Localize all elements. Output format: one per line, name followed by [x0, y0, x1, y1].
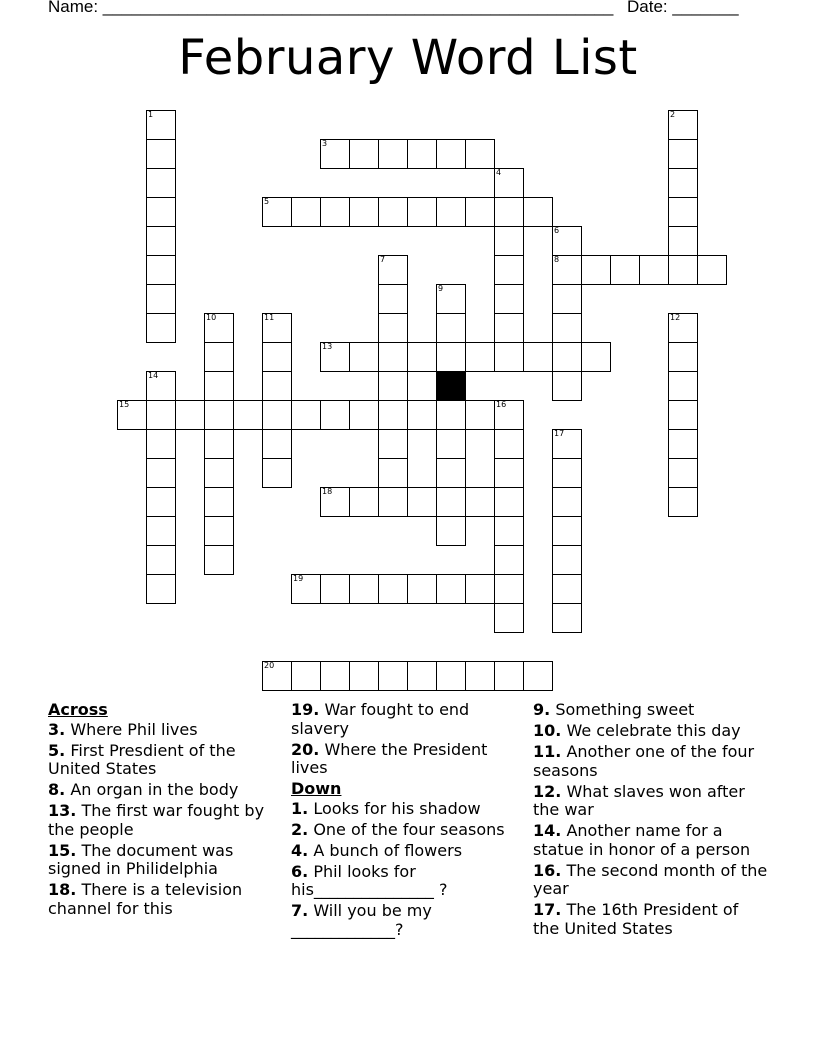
crossword-cell[interactable] [378, 313, 408, 343]
crossword-cell[interactable] [552, 284, 582, 314]
crossword-cell[interactable] [552, 371, 582, 401]
clue-number: 20. [291, 739, 320, 759]
crossword-cell[interactable] [349, 139, 379, 169]
crossword-cell[interactable] [552, 342, 582, 372]
crossword-cell[interactable] [320, 661, 350, 691]
crossword-cell[interactable] [378, 458, 408, 488]
clue-across-3 [48, 721, 278, 740]
clue-number: 3. [48, 719, 66, 739]
crossword-cell[interactable] [146, 458, 176, 488]
crossword-cell[interactable] [668, 429, 698, 459]
crossword-cell[interactable] [204, 313, 234, 343]
date-field-label: Date: _______ [627, 0, 739, 16]
crossword-cell[interactable] [552, 458, 582, 488]
clue-column-1 [48, 701, 278, 921]
crossword-cell[interactable] [436, 139, 466, 169]
clue-down-4 [291, 842, 516, 861]
crossword-cell[interactable] [262, 371, 292, 401]
crossword-cell[interactable] [378, 429, 408, 459]
crossword-cell[interactable] [407, 400, 437, 430]
crossword-cell[interactable] [204, 487, 234, 517]
crossword-cell[interactable] [668, 255, 698, 285]
clue-text: The 16th President of the United States [533, 900, 739, 938]
crossword-cell[interactable] [378, 139, 408, 169]
crossword-cell[interactable] [552, 226, 582, 256]
clue-across-20 [291, 741, 516, 778]
clue-text: Where Phil lives [70, 719, 198, 739]
clue-down-12 [533, 783, 768, 820]
crossword-cell[interactable] [668, 168, 698, 198]
crossword-cell[interactable] [436, 197, 466, 227]
crossword-cell[interactable] [291, 400, 321, 430]
clue-number: 1. [291, 798, 309, 818]
clue-text: The document was signed in Philidelphia [48, 840, 234, 878]
crossword-cell[interactable] [262, 400, 292, 430]
crossword-cell[interactable] [465, 574, 495, 604]
clue-number: 5. [48, 740, 66, 760]
cell-number: 16 [496, 400, 507, 409]
clue-down-11 [533, 743, 768, 780]
crossword-cell[interactable] [494, 429, 524, 459]
crossword-cell[interactable] [146, 226, 176, 256]
crossword-cell[interactable] [349, 661, 379, 691]
clue-text: A bunch of flowers [313, 840, 463, 860]
crossword-cell[interactable] [494, 603, 524, 633]
crossword-cell[interactable] [668, 197, 698, 227]
crossword-cell[interactable] [436, 516, 466, 546]
clue-number: 17. [533, 900, 562, 919]
clue-column-2 [291, 701, 516, 942]
crossword-cell[interactable] [407, 661, 437, 691]
crossword-cell[interactable] [146, 371, 176, 401]
crossword-cell[interactable] [262, 458, 292, 488]
crossword-cell[interactable] [204, 371, 234, 401]
crossword-cell[interactable] [320, 487, 350, 517]
crossword-cell[interactable] [117, 400, 147, 430]
crossword-cell[interactable] [552, 487, 582, 517]
crossword-cell[interactable] [146, 400, 176, 430]
cell-number: 8 [554, 255, 560, 264]
crossword-cell[interactable] [465, 487, 495, 517]
clue-number: 12. [533, 781, 562, 801]
crossword-cell[interactable] [436, 400, 466, 430]
crossword-cell[interactable] [581, 342, 611, 372]
crossword-cell[interactable] [146, 487, 176, 517]
crossword-cell[interactable] [668, 400, 698, 430]
crossword-cell[interactable] [552, 255, 582, 285]
crossword-cell[interactable] [146, 139, 176, 169]
clue-text: War fought to end slavery [291, 700, 470, 738]
across-heading: Across [48, 700, 108, 719]
clue-number: 13. [48, 801, 77, 820]
clue-text: Another name for a statue in honor of a person [533, 821, 751, 859]
crossword-cell[interactable] [436, 342, 466, 372]
clue-across-13 [48, 802, 278, 839]
crossword-cell[interactable] [204, 342, 234, 372]
cell-number: 3 [322, 139, 328, 148]
crossword-cell[interactable] [262, 661, 292, 691]
crossword-cell[interactable] [378, 284, 408, 314]
crossword-cell[interactable] [204, 516, 234, 546]
crossword-cell[interactable] [320, 574, 350, 604]
cell-number: 7 [380, 255, 386, 264]
crossword-cell[interactable] [204, 545, 234, 575]
crossword-cell[interactable] [378, 400, 408, 430]
clue-number: 8. [48, 780, 66, 799]
crossword-cell[interactable] [639, 255, 669, 285]
clue-down-7 [291, 902, 516, 939]
cell-number: 15 [119, 400, 130, 409]
clue-text: The second month of the year [533, 860, 768, 898]
cell-number: 6 [554, 226, 560, 235]
clue-column-3 [533, 701, 768, 941]
crossword-cell[interactable] [494, 255, 524, 285]
cell-number: 14 [148, 371, 159, 380]
crossword-cell[interactable] [146, 168, 176, 198]
crossword-cell[interactable] [146, 255, 176, 285]
clue-text: Will you be my _____________? [291, 901, 432, 939]
crossword-cell[interactable] [262, 313, 292, 343]
clue-number: 15. [48, 840, 77, 860]
crossword-cell[interactable] [204, 429, 234, 459]
clue-down-17 [533, 901, 768, 938]
clue-down-1 [291, 800, 516, 819]
crossword-cell[interactable] [668, 226, 698, 256]
crossword-cell[interactable] [494, 400, 524, 430]
crossword-cell[interactable] [552, 516, 582, 546]
crossword-cell[interactable] [465, 197, 495, 227]
crossword-cell[interactable] [378, 371, 408, 401]
cell-number: 20 [264, 661, 275, 670]
clue-across-8 [48, 781, 278, 800]
crossword-cell[interactable] [349, 487, 379, 517]
crossword-cell[interactable] [668, 342, 698, 372]
clue-number: 6. [291, 861, 309, 881]
clue-number: 14. [533, 821, 562, 840]
clue-number: 16. [533, 860, 562, 880]
crossword-cell[interactable] [494, 284, 524, 314]
crossword-cell[interactable] [262, 429, 292, 459]
crossword-cell[interactable] [349, 400, 379, 430]
page-title: February Word List [178, 30, 638, 86]
crossword-cell[interactable] [262, 197, 292, 227]
crossword-cell[interactable] [378, 342, 408, 372]
clue-down-16 [533, 862, 768, 899]
cell-number: 10 [206, 313, 217, 322]
crossword-cell[interactable] [407, 487, 437, 517]
clue-down-9 [533, 701, 768, 720]
clue-text: There is a television channel for this [48, 880, 243, 918]
cell-number: 18 [322, 487, 333, 496]
crossword-cell[interactable] [349, 197, 379, 227]
crossword-cell[interactable] [262, 342, 292, 372]
crossword-cell[interactable] [523, 661, 553, 691]
clue-text: One of the four seasons [313, 819, 505, 839]
clue-down-14 [533, 822, 768, 859]
clue-number: 7. [291, 901, 309, 920]
crossword-cell[interactable] [523, 197, 553, 227]
cell-number: 9 [438, 284, 444, 293]
crossword-cell[interactable] [494, 487, 524, 517]
crossword-cell[interactable] [320, 342, 350, 372]
crossword-cell[interactable] [668, 371, 698, 401]
crossword-cell[interactable] [668, 313, 698, 343]
down-heading: Down [291, 779, 342, 798]
clue-text: Phil looks for his_______________ ? [291, 861, 448, 899]
crossword-cell[interactable] [494, 661, 524, 691]
clue-text: An organ in the body [70, 780, 239, 799]
crossword-cell[interactable] [349, 342, 379, 372]
crossword-cell[interactable] [668, 110, 698, 140]
crossword-cell[interactable] [378, 197, 408, 227]
crossword-cell[interactable] [378, 574, 408, 604]
crossword-black-cell [436, 371, 466, 401]
crossword-cell[interactable] [668, 139, 698, 169]
clue-number: 18. [48, 880, 77, 899]
cell-number: 13 [322, 342, 333, 351]
crossword-cell[interactable] [697, 255, 727, 285]
crossword-cell[interactable] [146, 313, 176, 343]
crossword-cell[interactable] [494, 545, 524, 575]
crossword-cell[interactable] [349, 574, 379, 604]
crossword-cell[interactable] [436, 574, 466, 604]
crossword-cell[interactable] [146, 516, 176, 546]
cell-number: 19 [293, 574, 304, 583]
cell-number: 17 [554, 429, 565, 438]
crossword-cell[interactable] [668, 458, 698, 488]
crossword-cell[interactable] [204, 400, 234, 430]
cell-number: 5 [264, 197, 270, 206]
clue-text: Looks for his shadow [313, 798, 481, 818]
crossword-cell[interactable] [320, 400, 350, 430]
crossword-cell[interactable] [494, 574, 524, 604]
crossword-cell[interactable] [320, 197, 350, 227]
crossword-cell[interactable] [291, 574, 321, 604]
crossword-cell[interactable] [146, 429, 176, 459]
name-field-label: Name: ______________________________________________________ [48, 0, 614, 16]
crossword-cell[interactable] [436, 313, 466, 343]
cell-number: 2 [670, 110, 676, 119]
clue-number: 4. [291, 840, 309, 860]
crossword-cell[interactable] [407, 197, 437, 227]
clue-across-15 [48, 842, 278, 879]
crossword-cell[interactable] [146, 197, 176, 227]
clue-down-10 [533, 722, 768, 741]
clue-number: 11. [533, 742, 562, 761]
clue-number: 2. [291, 819, 309, 839]
crossword-cell[interactable] [465, 139, 495, 169]
crossword-cell[interactable] [407, 139, 437, 169]
crossword-cell[interactable] [465, 342, 495, 372]
crossword-cell[interactable] [523, 342, 553, 372]
crossword-cell[interactable] [552, 313, 582, 343]
crossword-cell[interactable] [494, 197, 524, 227]
crossword-cell[interactable] [378, 487, 408, 517]
crossword-cell[interactable] [552, 545, 582, 575]
crossword-cell[interactable] [146, 545, 176, 575]
cell-number: 4 [496, 168, 502, 177]
clue-text: Where the President lives [291, 739, 488, 777]
crossword-cell[interactable] [320, 139, 350, 169]
clue-down-6 [291, 863, 516, 900]
clue-across-19 [291, 701, 516, 738]
crossword-cell[interactable] [465, 400, 495, 430]
clue-across-18 [48, 881, 278, 918]
crossword-cell[interactable] [204, 458, 234, 488]
crossword-cell[interactable] [146, 110, 176, 140]
crossword-cell[interactable] [175, 400, 205, 430]
clue-text: What slaves won after the war [533, 781, 745, 819]
crossword-cell[interactable] [494, 516, 524, 546]
clue-number: 19. [291, 700, 320, 719]
crossword-cell[interactable] [436, 661, 466, 691]
crossword-cell[interactable] [436, 487, 466, 517]
crossword-cell[interactable] [407, 342, 437, 372]
crossword-cell[interactable] [552, 429, 582, 459]
crossword-cell[interactable] [494, 313, 524, 343]
clue-text: The first war fought by the people [48, 801, 265, 839]
crossword-cell[interactable] [494, 168, 524, 198]
crossword-cell[interactable] [552, 603, 582, 633]
cell-number: 11 [264, 313, 275, 322]
clue-text: Another one of the four seasons [533, 742, 755, 780]
crossword-cell[interactable] [378, 255, 408, 285]
crossword-cell[interactable] [407, 574, 437, 604]
clue-across-5 [48, 742, 278, 779]
cell-number: 1 [148, 110, 154, 119]
crossword-cell[interactable] [291, 661, 321, 691]
crossword-cell[interactable] [494, 226, 524, 256]
clue-number: 9. [533, 700, 551, 719]
clue-text: First Presdient of the United States [48, 740, 236, 778]
crossword-cell[interactable] [146, 574, 176, 604]
clue-text: Something sweet [555, 700, 695, 719]
clue-text: We celebrate this day [566, 721, 741, 740]
crossword-cell[interactable] [610, 255, 640, 285]
crossword-cell[interactable] [552, 574, 582, 604]
crossword-cell[interactable] [436, 429, 466, 459]
crossword-cell[interactable] [436, 284, 466, 314]
crossword-cell[interactable] [146, 284, 176, 314]
crossword-cell[interactable] [378, 661, 408, 691]
crossword-cell[interactable] [291, 197, 321, 227]
crossword-cell[interactable] [668, 487, 698, 517]
crossword-cell[interactable] [581, 255, 611, 285]
clue-number: 10. [533, 721, 562, 740]
cell-number: 12 [670, 313, 681, 322]
clue-down-2 [291, 821, 516, 840]
crossword-cell[interactable] [494, 342, 524, 372]
crossword-cell[interactable] [436, 458, 466, 488]
crossword-cell[interactable] [233, 400, 263, 430]
crossword-cell[interactable] [494, 458, 524, 488]
crossword-cell[interactable] [465, 661, 495, 691]
